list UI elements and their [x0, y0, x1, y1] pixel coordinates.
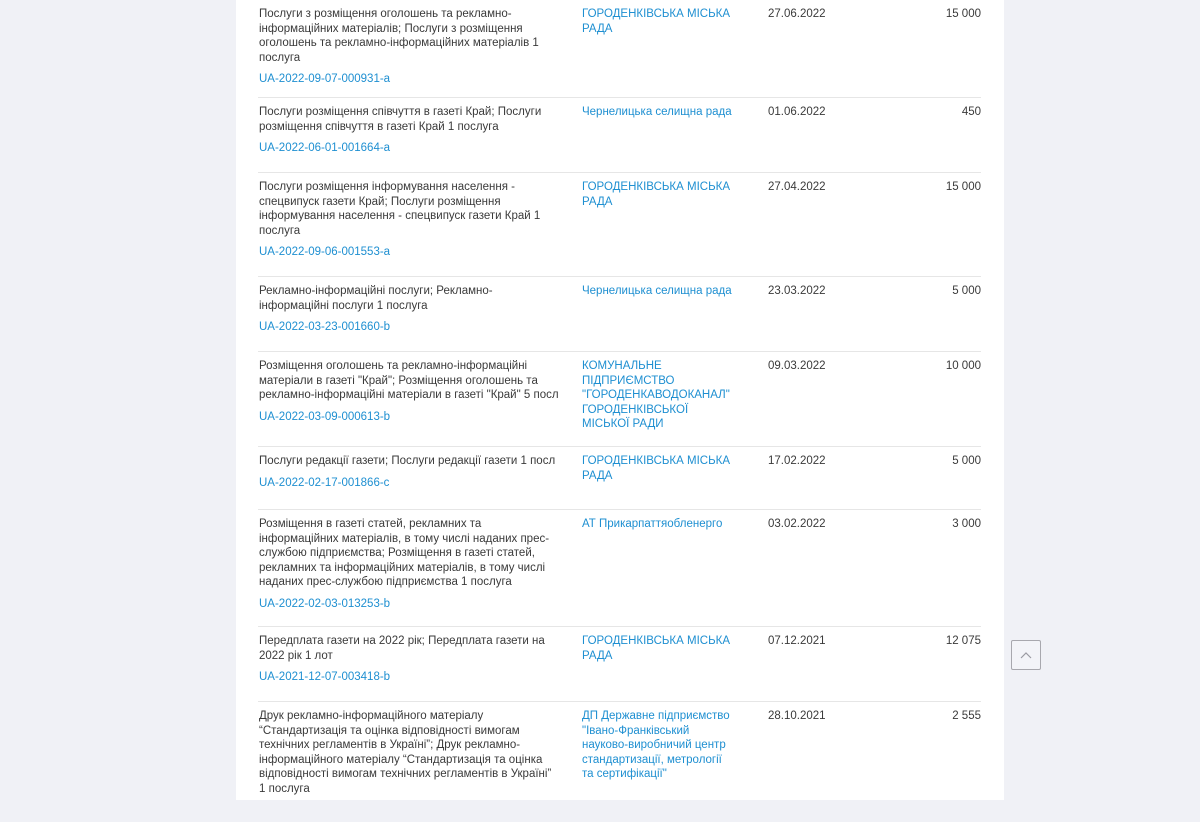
buyer-link[interactable]: ГОРОДЕНКІВСЬКА МІСЬКА РАДА [582, 181, 730, 208]
tender-amount: 15 000 [945, 8, 981, 20]
tender-title: Передплата газети на 2022 рік; Передплата газети на 2022 рік 1 лот [259, 635, 545, 662]
table-row [258, 352, 981, 447]
tender-date: 28.10.2021 [768, 710, 826, 722]
tender-title: Рекламно-інформаційні послуги; Рекламно-інформаційні послуги 1 послуга [259, 285, 493, 312]
tender-amount: 5 000 [952, 455, 981, 467]
table-row [258, 277, 981, 352]
tender-id-link[interactable]: UA-2021-12-07-003418-b [259, 671, 391, 683]
tender-id-link[interactable]: UA-2022-03-09-000613-b [259, 410, 391, 423]
tender-description [259, 517, 559, 611]
tender-date: 27.06.2022 [768, 8, 826, 20]
chevron-up-icon [1020, 651, 1032, 659]
tender-date: 01.06.2022 [768, 106, 826, 118]
table-row [258, 98, 981, 173]
buyer-link[interactable]: ДП Державне підприємство "Івано-Франківський науково-виробничий центр стандартизації, метрології та сертифікації" [582, 710, 730, 780]
buyer-link[interactable]: ГОРОДЕНКІВСЬКА МІСЬКА РАДА [582, 635, 730, 662]
tender-date: 27.04.2022 [768, 181, 826, 193]
table-row [258, 0, 981, 98]
buyer-link[interactable]: Чернелицька селищна рада [582, 106, 732, 118]
tender-date: 23.03.2022 [768, 285, 826, 297]
table-row [258, 702, 981, 822]
tender-amount: 3 000 [952, 518, 981, 530]
tender-id-link[interactable]: UA-2022-06-01-001664-a [259, 142, 391, 154]
tender-amount: 15 000 [945, 181, 981, 193]
table-row [258, 447, 981, 510]
tender-amount: 12 075 [945, 635, 981, 647]
tender-description [259, 284, 559, 335]
tender-description [259, 105, 559, 156]
tender-description [259, 7, 559, 87]
tender-title: Послуги розміщення інформування населення - спецвипуск газети Край; Послуги розміщення інформування населення - спецвипуск газети Край 1 послуга [259, 181, 541, 237]
table-row [258, 510, 981, 627]
tender-description [259, 709, 559, 796]
tender-title: Послуги розміщення співчуття в газеті Край; Послуги розміщення співчуття в газеті Край 1 послуга [259, 106, 542, 133]
tender-id-link[interactable]: UA-2022-02-03-013253-b [259, 597, 391, 610]
table-row [258, 173, 981, 277]
buyer-link[interactable]: ГОРОДЕНКІВСЬКА МІСЬКА РАДА [582, 455, 730, 482]
tender-id-link[interactable]: UA-2022-02-17-001866-c [259, 476, 390, 489]
tender-title: Друк рекламно-інформаційного матеріалу “Стандартизація та оцінка відповідності вимогам технічних регламентів в Україні”; Друк рекламно-інформаційного матеріалу “Стандартизація та оцінка відповідності вимогам технічних регламентів в Україні” 1 послуга [259, 710, 552, 795]
tender-amount: 5 000 [952, 285, 981, 297]
tender-title: Розміщення оголошень та рекламно-інформаційні матеріали в газеті "Край"; Розміщення оголошень та рекламно-інформаційні матеріали в газеті "Край" 5 посл [259, 360, 559, 401]
table-row [258, 627, 981, 702]
tender-date: 09.03.2022 [768, 360, 826, 372]
tender-date: 03.02.2022 [768, 518, 826, 530]
tender-amount: 10 000 [945, 360, 981, 372]
tender-date: 17.02.2022 [768, 455, 826, 467]
tender-title: Розміщення в газеті статей, рекламних та інформаційних матеріалів, в тому числі наданих прес-службою підприємства; Розміщення в газеті статей, рекламних та інформаційних матеріалів, в тому числі наданих прес-службою підприємства 1 послуга [259, 518, 550, 588]
buyer-link[interactable]: ГОРОДЕНКІВСЬКА МІСЬКА РАДА [582, 8, 730, 35]
tender-id-link[interactable]: UA-2022-03-23-001660-b [259, 321, 391, 333]
buyer-link[interactable]: Чернелицька селищна рада [582, 285, 732, 297]
tender-title: Послуги редакції газети; Послуги редакції газети 1 посл [259, 455, 556, 467]
scroll-to-top-button[interactable] [1011, 640, 1041, 670]
tender-id-link[interactable]: UA-2022-09-06-001553-a [259, 246, 391, 258]
buyer-link[interactable]: АТ Прикарпаттяобленерго [582, 518, 723, 530]
tender-description [259, 634, 559, 685]
tender-description [259, 454, 559, 490]
tender-description [259, 180, 559, 260]
buyer-link[interactable]: КОМУНАЛЬНЕ ПІДПРИЄМСТВО "ГОРОДЕНКАВОДОКАНАЛ" ГОРОДЕНКІВСЬКОЇ МІСЬКОЇ РАДИ [582, 360, 730, 430]
tender-amount: 2 555 [952, 710, 981, 722]
tender-title: Послуги з розміщення оголошень та рекламно-інформаційних матеріалів; Послуги з розміщення оголошень та рекламно-інформаційних матеріалів 1 послуга [259, 8, 539, 64]
tender-amount: 450 [961, 106, 981, 118]
tender-date: 07.12.2021 [768, 635, 826, 647]
tender-id-link[interactable]: UA-2022-09-07-000931-a [259, 73, 391, 85]
tender-description [259, 359, 559, 424]
tender-list [258, 0, 981, 822]
